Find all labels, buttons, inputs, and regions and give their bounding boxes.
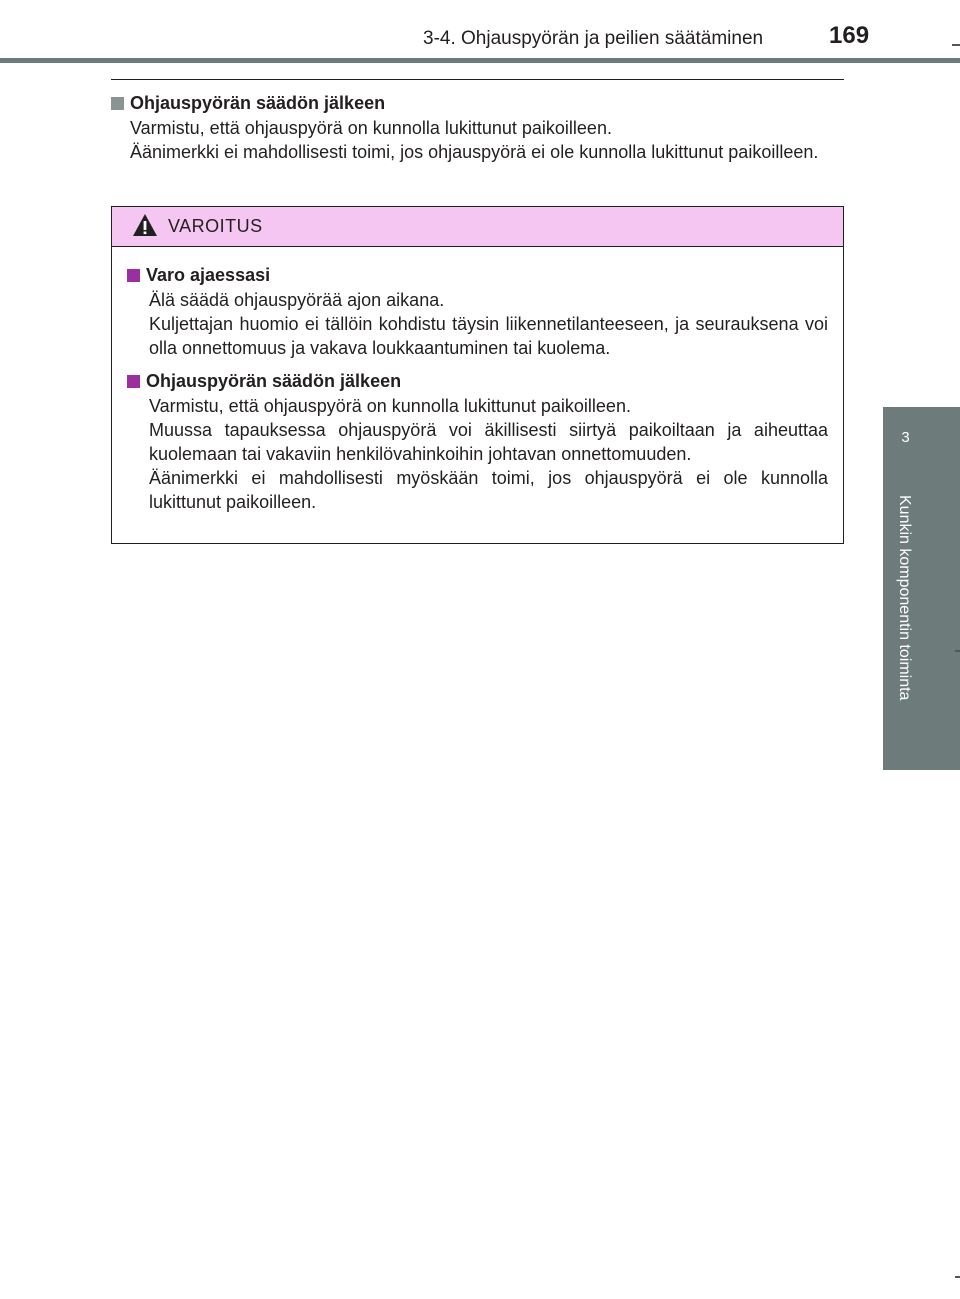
warning-box	[111, 206, 844, 544]
section	[111, 92, 826, 164]
warning-title: VAROITUS	[168, 216, 263, 236]
warning-header	[112, 207, 843, 247]
warning-paragraph: Älä säädä ohjauspyörää ajon aikana.	[149, 290, 445, 310]
section-heading	[111, 92, 826, 114]
square-bullet-icon	[127, 375, 140, 388]
section-heading-text: Ohjauspyörän säädön jälkeen	[130, 93, 386, 113]
crop-mark	[955, 650, 960, 652]
content-rule	[111, 79, 844, 80]
warning-paragraph: Varmistu, että ohjauspyörä on kunnolla lukittunut paikoilleen.	[149, 396, 631, 416]
warning-triangle-icon	[132, 213, 158, 242]
warning-item-heading-text: Varo ajaessasi	[146, 265, 271, 285]
chapter-label: Kunkin komponentin toiminta	[896, 495, 913, 701]
warning-paragraph: Kuljettajan huomio ei tällöin kohdistu täysin liikennetilanteeseen, ja seurauksena voi olla onnettomuus ja vakava loukkaantuminen tai kuolema.	[149, 314, 828, 358]
warning-item	[127, 370, 828, 514]
chapter-tab	[883, 407, 960, 475]
section-body	[130, 114, 826, 164]
header-title: 3-4. Ohjauspyörän ja peilien säätäminen	[423, 28, 764, 49]
section-paragraph: Varmistu, että ohjauspyörä on kunnolla lukittunut paikoilleen.	[130, 118, 612, 138]
page-number: 169	[829, 22, 870, 49]
crop-mark	[952, 44, 960, 46]
warning-item-body	[149, 286, 828, 360]
chapter-number: 3	[901, 429, 910, 446]
warning-body	[112, 247, 843, 514]
warning-item	[127, 264, 828, 360]
square-bullet-icon	[111, 97, 124, 110]
crop-mark	[955, 1276, 960, 1278]
warning-item-heading	[127, 264, 828, 286]
page-header	[0, 0, 960, 62]
section-paragraph: Äänimerkki ei mahdollisesti toimi, jos ohjauspyörä ei ole kunnolla lukittunut paikoilleen.	[130, 142, 819, 162]
warning-paragraph: Äänimerkki ei mahdollisesti myöskään toimi, jos ohjauspyörä ei ole kunnolla lukittunut paikoilleen.	[149, 468, 828, 512]
warning-paragraph: Muussa tapauksessa ohjauspyörä voi äkillisesti siirtyä paikoiltaan ja aiheuttaa kuolemaan tai vakaviin henkilövahinkoihin johtavan onnettomuuden.	[149, 420, 828, 464]
header-rule	[0, 58, 960, 63]
warning-item-heading	[127, 370, 828, 392]
square-bullet-icon	[127, 269, 140, 282]
warning-item-heading-text: Ohjauspyörän säädön jälkeen	[146, 371, 402, 391]
warning-item-body	[149, 392, 828, 514]
